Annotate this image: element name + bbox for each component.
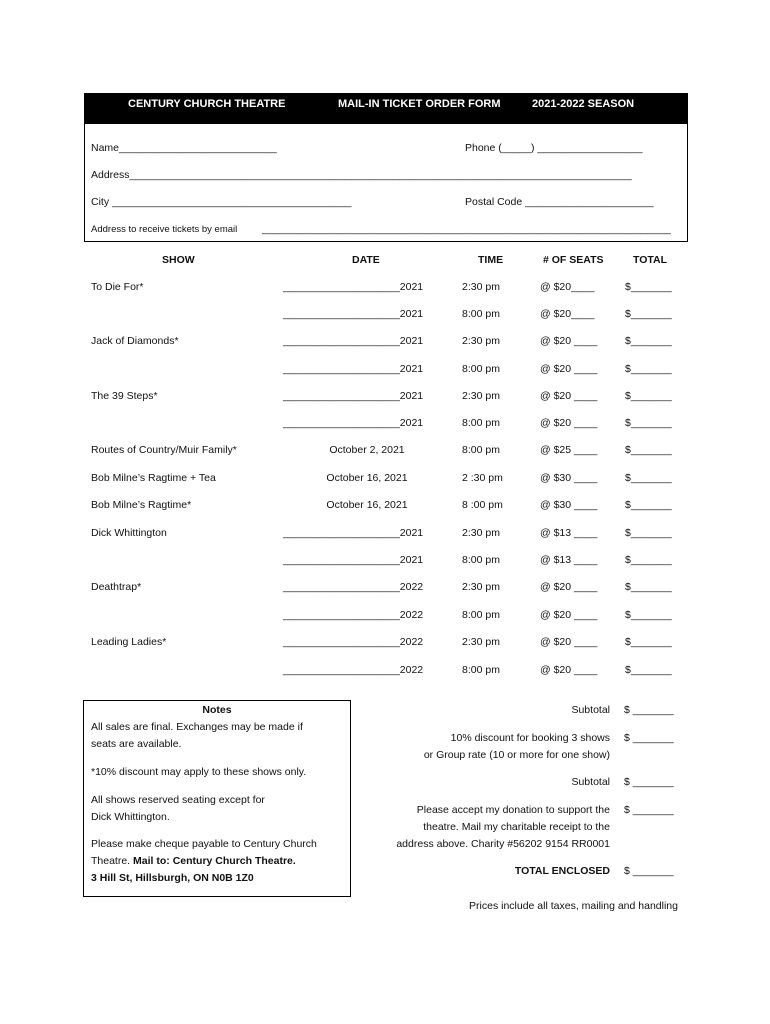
show-name: Bob Milne’s Ragtime* (91, 499, 192, 511)
subtotal-label: Subtotal (571, 776, 610, 788)
row-total-field[interactable]: $_______ (625, 444, 672, 456)
seats-field[interactable]: @ $20 ____ (540, 609, 598, 621)
table-row (0, 472, 770, 492)
mail-to-label: Mail to: Century Church Theatre. (133, 855, 296, 867)
show-date: October 2, 2021 (329, 444, 405, 456)
seats-field[interactable]: @ $13 ____ (540, 527, 598, 539)
table-row (0, 281, 770, 301)
row-total-field[interactable]: $_______ (625, 472, 672, 484)
total-enclosed-label: TOTAL ENCLOSED (514, 865, 610, 877)
column-header-seats: # OF SEATS (543, 254, 604, 266)
row-total-field[interactable]: $_______ (625, 527, 672, 539)
show-time: 2:30 pm (462, 390, 500, 402)
show-name: Routes of Country/Muir Family* (91, 444, 237, 456)
donation-label: theatre. Mail my charitable receipt to the (423, 821, 610, 833)
seats-field[interactable]: @ $20____ (540, 281, 595, 293)
show-name: Jack of Diamonds* (91, 335, 179, 347)
row-total-field[interactable]: $_______ (625, 609, 672, 621)
column-header-total: TOTAL (633, 254, 668, 266)
discount-label: 10% discount for booking 3 shows (450, 732, 610, 744)
mailing-address: 3 Hill St, Hillsburgh, ON N0B 1Z0 (91, 872, 254, 884)
seats-field[interactable]: @ $20 ____ (540, 363, 598, 375)
email-label: Address to receive tickets by email (91, 224, 238, 235)
date-field[interactable]: ____________________2021 (283, 417, 424, 429)
date-field[interactable]: ____________________2021 (283, 390, 424, 402)
table-row (0, 554, 770, 574)
notes-title: Notes (202, 704, 232, 716)
row-total-field[interactable]: $_______ (625, 363, 672, 375)
show-time: 8:00 pm (462, 363, 500, 375)
show-date: October 16, 2021 (326, 499, 408, 511)
show-name: Leading Ladies* (91, 636, 167, 648)
row-total-field[interactable]: $_______ (625, 417, 672, 429)
row-total-field[interactable]: $_______ (625, 499, 672, 511)
donation-field[interactable]: $ _______ (624, 804, 674, 816)
table-row (0, 417, 770, 437)
table-row (0, 499, 770, 519)
donation-label: address above. Charity #56202 9154 RR0001 (396, 838, 610, 850)
show-time: 8:00 pm (462, 554, 500, 566)
row-total-field[interactable]: $_______ (625, 308, 672, 320)
name-field[interactable]: Name___________________________ (91, 142, 277, 154)
table-row (0, 444, 770, 464)
seats-field[interactable]: @ $25 ____ (540, 444, 598, 456)
notes-line: *10% discount may apply to these shows only. (91, 766, 307, 778)
notes-line: All shows reserved seating except for (91, 794, 265, 806)
notes-line: seats are available. (91, 738, 182, 750)
notes-line: Please make cheque payable to Century Church (91, 838, 317, 850)
table-row (0, 527, 770, 547)
date-field[interactable]: ____________________2022 (283, 581, 424, 593)
season-label: 2021-2022 SEASON (532, 98, 635, 110)
email-field[interactable]: ______________________________________________________________________ (262, 223, 671, 235)
address-field[interactable]: Address______________________________________________________________________________________ (91, 169, 632, 181)
table-row (0, 664, 770, 684)
date-field[interactable]: ____________________2022 (283, 664, 424, 676)
seats-field[interactable]: @ $20____ (540, 308, 595, 320)
theatre-name: CENTURY CHURCH THEATRE (128, 98, 286, 110)
pricing-footnote: Prices include all taxes, mailing and handling (469, 900, 678, 912)
show-time: 8 :00 pm (462, 499, 503, 511)
table-row (0, 581, 770, 601)
show-time: 2:30 pm (462, 581, 500, 593)
row-total-field[interactable]: $_______ (625, 636, 672, 648)
show-time: 2:30 pm (462, 527, 500, 539)
table-row (0, 335, 770, 355)
city-field[interactable]: City _________________________________________ (91, 196, 352, 208)
table-row (0, 363, 770, 383)
table-row (0, 636, 770, 656)
show-time: 8:00 pm (462, 444, 500, 456)
date-field[interactable]: ____________________2021 (283, 527, 424, 539)
notes-line: Dick Whittington. (91, 811, 170, 823)
show-time: 2:30 pm (462, 636, 500, 648)
column-header-date: DATE (352, 254, 380, 266)
row-total-field[interactable]: $_______ (625, 335, 672, 347)
notes-mailing-line (91, 853, 296, 870)
date-field[interactable]: ____________________2021 (283, 281, 424, 293)
row-total-field[interactable]: $_______ (625, 664, 672, 676)
show-time: 2 :30 pm (462, 472, 503, 484)
phone-field[interactable]: Phone (_____) __________________ (465, 142, 643, 154)
contact-info-box (84, 124, 688, 242)
seats-field[interactable]: @ $30 ____ (540, 499, 598, 511)
show-time: 2:30 pm (462, 335, 500, 347)
seats-field[interactable]: @ $20 ____ (540, 390, 598, 402)
form-header (84, 93, 688, 124)
discount-field[interactable]: $ _______ (624, 732, 674, 744)
total-enclosed-field[interactable]: $ _______ (624, 865, 674, 877)
date-field[interactable]: ____________________2022 (283, 609, 424, 621)
row-total-field[interactable]: $_______ (625, 281, 672, 293)
show-time: 2:30 pm (462, 281, 500, 293)
subtotal-field[interactable]: $ _______ (624, 776, 674, 788)
subtotal-label: Subtotal (571, 704, 610, 716)
show-name: Bob Milne’s Ragtime + Tea (91, 472, 216, 484)
table-row (0, 609, 770, 629)
discount-label-detail: or Group rate (10 or more for one show) (423, 749, 610, 761)
row-total-field[interactable]: $_______ (625, 390, 672, 402)
row-total-field[interactable]: $_______ (625, 554, 672, 566)
seats-field[interactable]: @ $13 ____ (540, 554, 598, 566)
seats-field[interactable]: @ $20 ____ (540, 335, 598, 347)
show-time: 8:00 pm (462, 308, 500, 320)
date-field[interactable]: ____________________2021 (283, 363, 424, 375)
postal-code-field[interactable]: Postal Code ______________________ (465, 196, 654, 208)
show-time: 8:00 pm (462, 417, 500, 429)
date-field[interactable]: ____________________2022 (283, 636, 424, 648)
date-field[interactable]: ____________________2021 (283, 554, 424, 566)
subtotal-field[interactable]: $ _______ (624, 704, 674, 716)
row-total-field[interactable]: $_______ (625, 581, 672, 593)
column-header-show: SHOW (162, 254, 195, 266)
seats-field[interactable]: @ $30 ____ (540, 472, 598, 484)
date-field[interactable]: ____________________2021 (283, 308, 424, 320)
show-date: October 16, 2021 (326, 472, 408, 484)
seats-field[interactable]: @ $20 ____ (540, 417, 598, 429)
donation-label: Please accept my donation to support the (416, 804, 610, 816)
form-title: MAIL-IN TICKET ORDER FORM (338, 98, 501, 110)
date-field[interactable]: ____________________2021 (283, 335, 424, 347)
column-header-time: TIME (478, 254, 504, 266)
table-row (0, 308, 770, 328)
seats-field[interactable]: @ $20 ____ (540, 636, 598, 648)
notes-text: Theatre. (91, 855, 131, 867)
show-time: 8:00 pm (462, 609, 500, 621)
notes-line: All sales are final. Exchanges may be made if (91, 721, 303, 733)
seats-field[interactable]: @ $20 ____ (540, 581, 598, 593)
table-row (0, 390, 770, 410)
seats-field[interactable]: @ $20 ____ (540, 664, 598, 676)
show-time: 8:00 pm (462, 664, 500, 676)
show-name: Deathtrap* (91, 581, 142, 593)
notes-box (83, 700, 351, 897)
show-name: The 39 Steps* (91, 390, 158, 402)
show-name: To Die For* (91, 281, 144, 293)
show-name: Dick Whittington (91, 527, 167, 539)
